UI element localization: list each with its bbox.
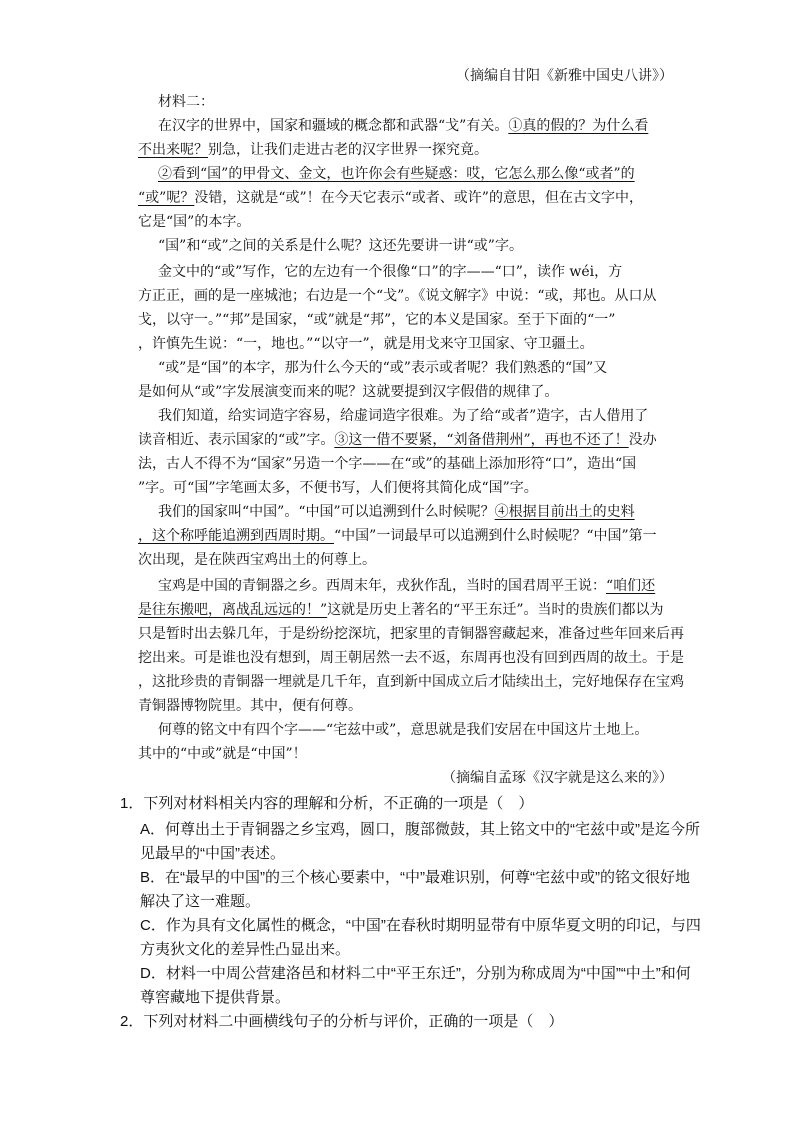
paragraph-line: 戈，以守一。”“邦”是国家，“或”就是“邦”，它的本义是国家。至于下面的“一” <box>138 312 616 328</box>
paragraph-line: “国”和“或”之间的关系是什么呢？这还先要讲一讲“或”字。 <box>158 238 523 254</box>
text-span: 这就是历史上著名的“平王东迁”。当时的贵族们都以为 <box>327 602 664 618</box>
text-span: 我们的国家叫“中国”。“中国”可以追溯到什么时候呢？ <box>158 504 495 520</box>
paragraph-line: 金文中的“或”写作，它的左边有一个很像“口”的字——“口”，读作 wéi，方 <box>158 264 623 280</box>
paragraph-line: 只是暂时出去躲几年，于是纷纷挖深坑，把家里的青铜器窖藏起来，准备过些年回来后再 <box>138 626 684 642</box>
source-citation-1: （摘编自甘阳《新雅中国史八讲》） <box>456 68 673 84</box>
paragraph-line <box>158 502 635 522</box>
question-1-option-d: D．材料一中周公营建洛邑和材料二中“平王东迁”，分别为称成周为“中国”“中土”和何 <box>140 965 691 982</box>
paragraph-line <box>138 600 664 620</box>
question-1-option-a: A．何尊出土于青铜器之乡宝鸡，圆口，腹部微鼓，其上铭文中的“宅兹中或”是迄今所 <box>140 821 700 838</box>
question-1-option-c: C．作为具有文化属性的概念，“中国”在春秋时期明显带有中原华夏文明的印记，与四 <box>140 917 701 934</box>
paragraph-line: 挖出来。可是谁也没有想到，周王朝居然一去不返，东周再也没有回到西周的故土。于是 <box>138 650 684 666</box>
text-span: 没办 <box>628 432 657 448</box>
underlined-sentence-2-cont: “或”呢？ <box>138 190 195 206</box>
underlined-sentence-3: ③这一借不要紧，“刘备借荆州”，再也不还了！ <box>334 432 629 448</box>
underlined-sentence-1-cont: 不出来呢？ <box>138 142 208 158</box>
paragraph-line: 法，古人不得不为“国家”另造一个字——在“或”的基础上添加形符“口”，造出“国 <box>138 456 637 472</box>
paragraph-line <box>158 164 635 184</box>
underlined-sentence-4-cont: ，这个称呼能追溯到西周时期。 <box>138 528 334 544</box>
paragraph-line <box>138 140 488 160</box>
paragraph-line <box>158 116 648 136</box>
paragraph-line: 青铜器博物院里。其中，便有何尊。 <box>138 698 362 714</box>
paragraph-line: 是如何从“或”字发展演变而来的呢？这就要提到汉字假借的规律了。 <box>138 384 559 400</box>
question-2-stem: 2．下列对材料二中画横线句子的分析与评价，正确的一项是（ ） <box>120 1013 564 1030</box>
paragraph-line: 我们知道，给实词造字容易，给虚词造字很难。为了给“或者”造字，古人借用了 <box>158 408 649 424</box>
paragraph-line: 何尊的铭文中有四个字——“宅兹中或”，意思就是我们安居在中国这片土地上。 <box>158 722 649 738</box>
text-span: 在汉字的世界中，国家和疆域的概念都和武器“戈”有关。 <box>158 118 509 134</box>
question-1-stem: 1．下列对材料相关内容的理解和分析，不正确的一项是（ ） <box>120 795 534 812</box>
question-1-option-b-cont: 解决了这一难题。 <box>140 893 261 910</box>
text-span: 没错，这就是“或”！在今天它表示“或者、或许”的意思，但在古文字中， <box>194 190 643 206</box>
question-1-option-b: B．在“最早的中国”的三个核心要素中，“中”最难识别，何尊“宅兹中或”的铭文很好地 <box>140 869 690 886</box>
paragraph-line <box>158 576 655 596</box>
question-1-option-a-cont: 见最早的“中国”表述。 <box>140 845 285 862</box>
paragraph-line: 它是“国”的本字。 <box>138 214 251 230</box>
paragraph-line: ，许慎先生说：“一，地也。”“以守一”，就是用戈来守卫国家、守卫疆土。 <box>138 336 594 352</box>
text-span: “中国”一词最早可以追溯到什么时候呢？“中国”第一 <box>334 528 657 544</box>
material-2-label: 材料二： <box>158 94 214 110</box>
underlined-sentence-4: ④根据目前出土的史料 <box>494 504 635 520</box>
underlined-quote: “咱们还 <box>606 578 656 594</box>
underlined-sentence-2: ②看到“国”的甲骨文、金文，也许你会有些疑惑：哎，它怎么那么像“或者”的 <box>158 166 635 182</box>
underlined-sentence-1: ①真的假的？为什么看 <box>508 118 649 134</box>
source-citation-2: （摘编自孟琢《汉字就是这么来的》） <box>442 770 673 786</box>
text-span: 宝鸡是中国的青铜器之乡。西周末年，戎狄作乱，当时的国君周平王说： <box>158 578 606 594</box>
paragraph-line: ，这批珍贵的青铜器一埋就是几千年，直到新中国成立后才陆续出土，完好地保存在宝鸡 <box>138 674 684 690</box>
text-span: 别急，让我们走进古老的汉字世界一探究竟。 <box>208 142 488 158</box>
paragraph-line: 方正正，画的是一座城池；右边是一个“戈”。《说文解字》中说：“或，邦也。从口从 <box>138 288 657 304</box>
paragraph-line <box>138 430 657 450</box>
paragraph-line: “或”是“国”的本字，那为什么今天的“或”表示或者呢？我们熟悉的“国”又 <box>158 360 608 376</box>
paragraph-line: 次出现，是在陕西宝鸡出土的何尊上。 <box>138 552 376 568</box>
underlined-quote-cont: 是往东搬吧，离战乱远远的！” <box>138 602 328 618</box>
paragraph-line: ”字。可“国”字笔画太多，不便书写，人们便将其简化成“国”字。 <box>138 480 538 496</box>
paragraph-line <box>138 188 643 208</box>
question-1-option-d-cont: 尊窖藏地下提供背景。 <box>140 989 291 1006</box>
text-span: 读音相近、表示国家的“或”字。 <box>138 432 335 448</box>
question-1-option-c-cont: 方夷狄文化的差异性凸显出来。 <box>140 941 351 958</box>
paragraph-line: 其中的“中或”就是“中国”！ <box>138 746 307 762</box>
paragraph-line <box>138 526 657 546</box>
